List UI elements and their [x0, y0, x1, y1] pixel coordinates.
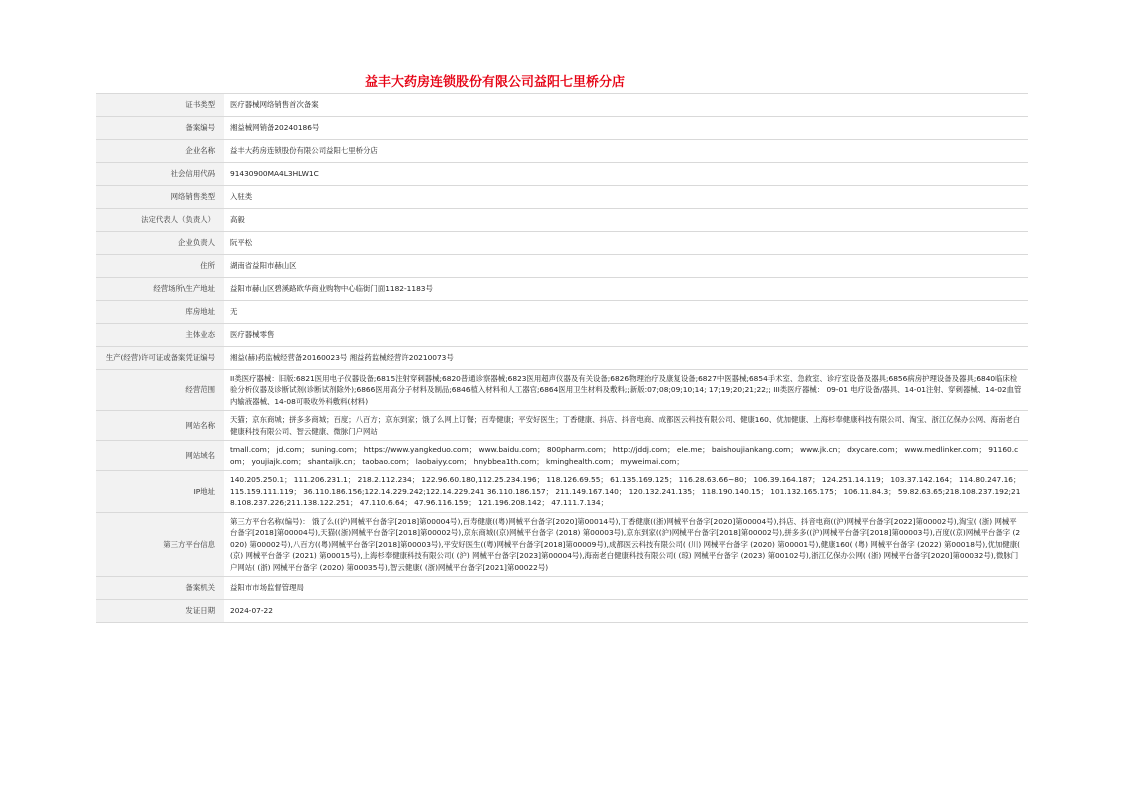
row-label: 第三方平台信息	[96, 512, 224, 576]
row-value: tmall.com； jd.com； suning.com； https://www.yangkeduo.com； www.baidu.com； 800pharm.com； http://jddj.com； ele.me； baishoujiankang.com； www.jk.cn； dxycare.com； www.medlinker.com； 91160.com； youjiajk.com； shantaijk.cn； taobao.com； laobaiyy.com； hnybbea1th.com； kminghealth.com； myweimai.com；	[224, 441, 1028, 471]
table-row	[96, 441, 1028, 471]
row-label: 法定代表人（负责人）	[96, 209, 224, 232]
row-value: 入驻类	[224, 186, 1028, 209]
table-row	[96, 186, 1028, 209]
table-row	[96, 140, 1028, 163]
row-value: 医疗器械零售	[224, 324, 1028, 347]
row-label: 经营场所\生产地址	[96, 278, 224, 301]
row-value: 高毅	[224, 209, 1028, 232]
table-row	[96, 301, 1028, 324]
row-label: IP地址	[96, 471, 224, 512]
row-label: 网络销售类型	[96, 186, 224, 209]
table-row	[96, 209, 1028, 232]
row-value: 140.205.250.1； 111.206.231.1； 218.2.112.234； 122.96.60.180,112.25.234.196； 118.126.69.55； 61.135.169.125； 116.28.63.66~80； 106.39.164.187； 124.251.14.119； 103.37.142.164； 114.80.247.16； 115.159.111.119； 36.110.186.156;122.14.229.242;122.14.229.241 36.110.186.157； 211.149.167.140； 120.132.241.135； 118.190.140.15； 101.132.165.175； 106.11.84.3； 59.82.63.65;218.108.237.192;218.108.237.226;211.138.122.251； 47.110.6.64； 47.96.116.159； 121.196.208.142； 47.111.7.134；	[224, 471, 1028, 512]
table-row	[96, 278, 1028, 301]
table-row	[96, 600, 1028, 623]
table-row	[96, 471, 1028, 512]
row-label: 企业负责人	[96, 232, 224, 255]
row-value: 2024-07-22	[224, 600, 1028, 623]
table-row	[96, 117, 1028, 140]
row-label: 生产(经营)许可证或备案凭证编号	[96, 347, 224, 370]
row-label: 备案机关	[96, 577, 224, 600]
row-value: 无	[224, 301, 1028, 324]
row-label: 企业名称	[96, 140, 224, 163]
row-value: 湖南省益阳市赫山区	[224, 255, 1028, 278]
row-label: 住所	[96, 255, 224, 278]
row-value: 91430900MA4L3HLW1C	[224, 163, 1028, 186]
row-label: 备案编号	[96, 117, 224, 140]
row-value: 益阳市市场监督管理局	[224, 577, 1028, 600]
row-label: 库房地址	[96, 301, 224, 324]
row-value: 医疗器械网络销售首次备案	[224, 94, 1028, 117]
row-value: 益阳市赫山区碧溪路欧华商业购物中心临街门面1182-1183号	[224, 278, 1028, 301]
table-row	[96, 232, 1028, 255]
row-value: 湘益(赫)药监械经营备20160023号 湘益药监械经营许20210073号	[224, 347, 1028, 370]
row-value: 阮平松	[224, 232, 1028, 255]
row-label: 发证日期	[96, 600, 224, 623]
row-label: 证书类型	[96, 94, 224, 117]
row-label: 社会信用代码	[96, 163, 224, 186]
row-label: 网站域名	[96, 441, 224, 471]
table-row	[96, 347, 1028, 370]
record-table	[96, 93, 1028, 623]
table-row	[96, 163, 1028, 186]
row-value: 天猫；京东商城；拼多多商城；百度；八百方；京东到家；饿了么网上订餐；百寿健康；平安好医生；丁香健康、抖店、抖音电商、成都医云科技有限公司、健康160、优加健康、上海杉奉健康科技有限公司、淘宝、浙江亿保办公网、海南老白健康科技有限公司、智云健康、微脉门户网站	[224, 411, 1028, 441]
row-label: 主体业态	[96, 324, 224, 347]
page-title	[0, 71, 990, 90]
table-row	[96, 577, 1028, 600]
row-label: 经营范围	[96, 370, 224, 411]
table-row	[96, 370, 1028, 411]
row-value: 第三方平台名称(编号)： 饿了么((沪)网械平台备字[2018]第00004号),百寿健康((粤)网械平台备字[2020]第00014号),丁香健康((浙)网械平台备字[2020]第00004号),抖店、抖音电商((沪)网械平台备字[2022]第00002号),淘宝( (浙) 网械平台备字[2018]第00004号),天猫((浙)网械平台备字[2018]第00002号),京东商城((京)网械平台备字 (2018) 第00003号),京东到家((沪)网械平台备字[2018]第00002号),拼多多((沪)网械平台备字[2018]第00003号),百度((京)网械平台备字 (2020) 第00002号),八百方((粤)网械平台备字[2018]第00003号),平安好医生((粤)网械平台备字[2018]第00009号),成都医云科技有限公司( (川) 网械平台备字 (2020) 第00001号),健康160( (粤) 网械平台备字 (2022) 第00018号),优加健康( (京) 网械平台备字 (2021) 第00015号),上海杉奉健康科技有限公司( (沪) 网械平台备字[2023]第00004号),海南老白健康科技有限公司( (琼) 网械平台备字 (2023) 第00102号),浙江亿保办公网( (浙) 网械平台备字[2020]第00032号),微脉门户网站( (浙) 网械平台备字 (2020) 第00035号),智云健康( (浙)网械平台备字[2021]第00022号)	[224, 512, 1028, 576]
table-row	[96, 411, 1028, 441]
table-row	[96, 94, 1028, 117]
table-row	[96, 324, 1028, 347]
row-value: II类医疗器械：旧版:6821医用电子仪器设备;6815注射穿刺器械;6820普通诊察器械;6823医用超声仪器及有关设备;6826物理治疗及康复设备;6827中医器械;6854手术室、急救室、诊疗室设备及器具;6856病房护理设备及器具;6840临床检验分析仪器及诊断试剂(诊断试剂除外);6866医用高分子材料及制品;6846植入材料和人工器官;6864医用卫生材料及敷料;;新版:07;08;09;10;14; 17;19;20;21;22;; III类医疗器械： 09-01 电疗设备/器具、14-01注射、穿刺器械、14-02血管内输液器械、14-08可吸收外科敷料(材料)	[224, 370, 1028, 411]
row-label: 网站名称	[96, 411, 224, 441]
row-value: 湘益械网销备20240186号	[224, 117, 1028, 140]
table-row	[96, 512, 1028, 576]
table-row	[96, 255, 1028, 278]
company-title: 益丰大药房连锁股份有限公司益阳七里桥分店	[364, 75, 625, 90]
row-value: 益丰大药房连锁股份有限公司益阳七里桥分店	[224, 140, 1028, 163]
